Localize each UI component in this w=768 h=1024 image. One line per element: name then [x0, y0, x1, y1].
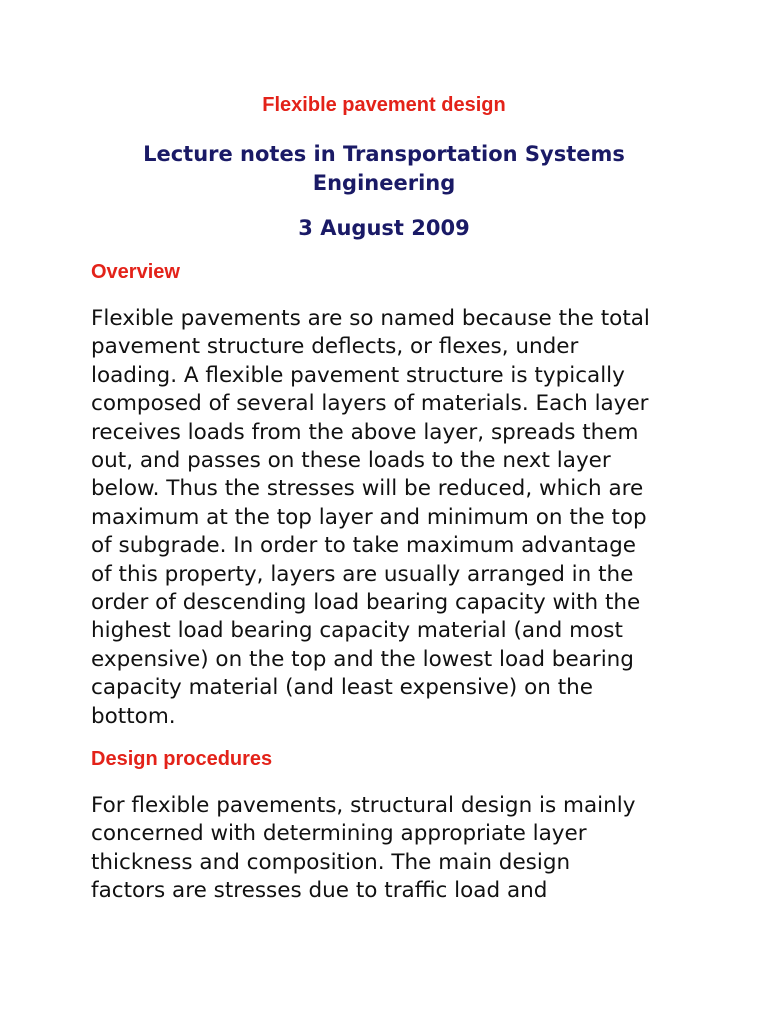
- paragraph-line: receives loads from the above layer, spreads them: [91, 419, 639, 445]
- document-subtitle: Lecture notes in Transportation Systems Engineering: [143, 142, 625, 195]
- paragraph-line: of this property, layers are usually arranged in the: [91, 561, 634, 587]
- document-title: Flexible pavement design: [262, 94, 506, 116]
- paragraph-line: below. Thus the stresses will be reduced, which are: [91, 476, 644, 502]
- paragraph-line: For flexible pavements, structural design is mainly: [91, 793, 636, 818]
- paragraph-line: factors are stresses due to traffic load and: [91, 878, 548, 904]
- overview-paragraph: [91, 305, 691, 731]
- paragraph-line: pavement structure deflects, or flexes, under: [91, 334, 579, 360]
- paragraph-line: Flexible pavements are so named because the total: [91, 306, 650, 331]
- paragraph-line: thickness and composition. The main design: [91, 849, 571, 875]
- paragraph-line: composed of several layers of materials. Each layer: [91, 391, 649, 417]
- paragraph-line: loading. A flexible pavement structure is typically: [91, 362, 625, 388]
- paragraph-line: out, and passes on these loads to the next layer: [91, 448, 611, 474]
- section-heading-overview: Overview: [91, 261, 180, 283]
- paragraph-line: expensive) on the top and the lowest load bearing: [91, 646, 634, 672]
- paragraph-line: order of descending load bearing capacity with the: [91, 590, 641, 616]
- paragraph-line: bottom.: [91, 703, 176, 729]
- document-date: 3 August 2009: [298, 216, 470, 240]
- design-procedures-paragraph: [91, 792, 691, 906]
- paragraph-line: highest load bearing capacity material (and most: [91, 618, 623, 644]
- paragraph-line: concerned with determining appropriate layer: [91, 821, 587, 847]
- paragraph-line: of subgrade. In order to take maximum advantage: [91, 533, 636, 559]
- section-heading-design-procedures: Design procedures: [91, 748, 273, 770]
- paragraph-line: capacity material (and least expensive) on the: [91, 675, 594, 701]
- paragraph-line: maximum at the top layer and minimum on the top: [91, 504, 647, 530]
